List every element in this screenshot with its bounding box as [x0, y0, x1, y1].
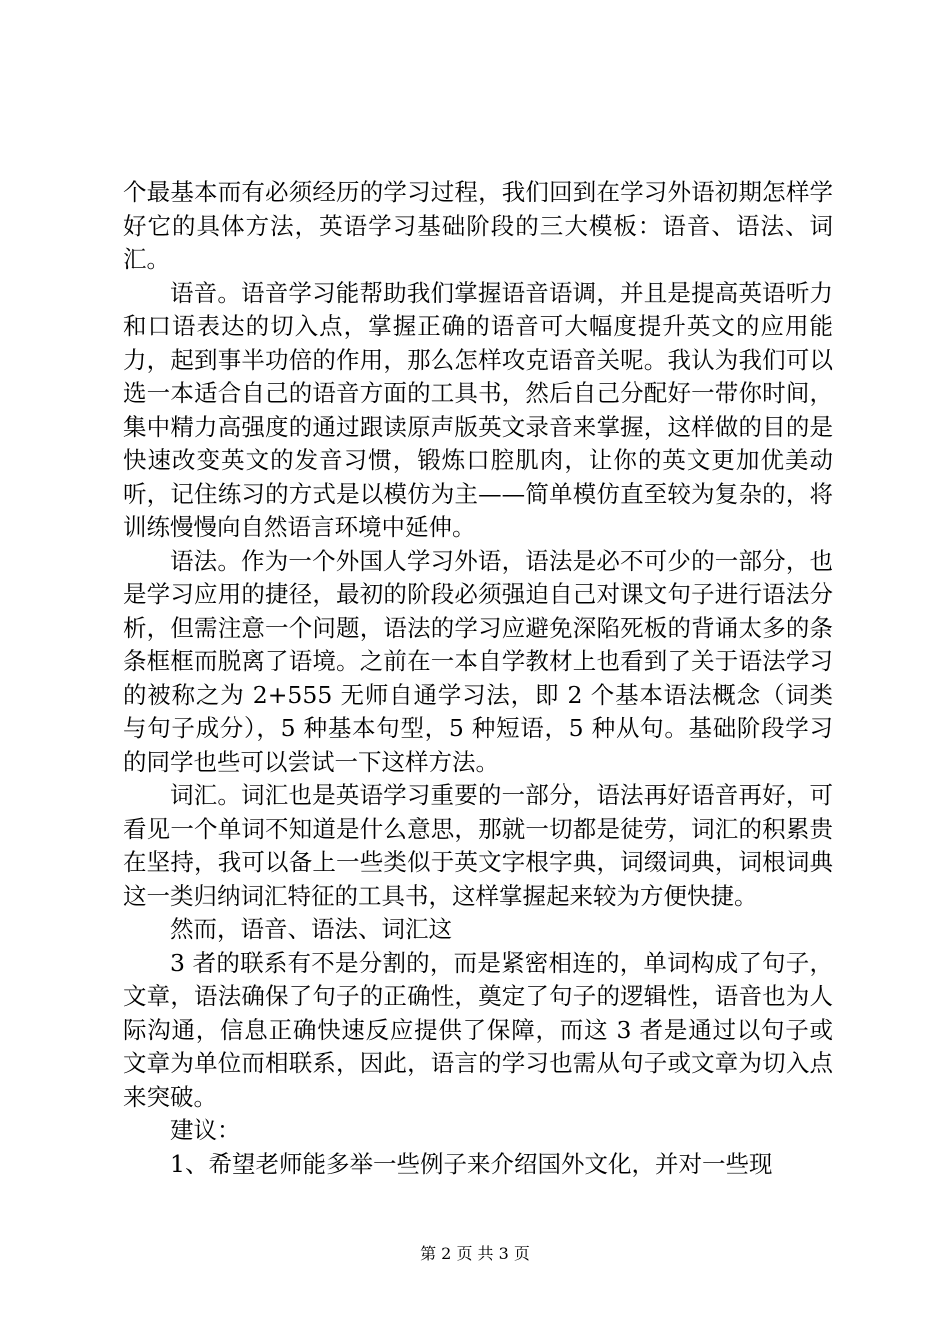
page-number-label: 第 2 页 共 3 页 — [420, 1244, 530, 1263]
page-footer — [0, 1244, 950, 1264]
paragraph-suggestion-1: 1、希望老师能多举一些例子来介绍国外文化，并对一些现 — [170, 1149, 773, 1178]
paragraph-grammar: 语法。作为一个外国人学习外语，语法是必不可少的一部分，也是学习应用的捷径，最初的阶段必须强迫自己对课文句子进行语法分析，但需注意一个问题，语法的学习应避免深陷死板的背诵太多的条条框框而脱离了语境。之前在一本自学教材上也看到了关于语法学习的被称之为 2+555 无师自通学习法，即 2 个基本语法概念（词类与句子成分），5 种基本句型，5 种短语，5 种从句。基础阶段学习的同学也些可以尝试一下这样方法。 — [123, 546, 833, 776]
document-body — [123, 176, 833, 1181]
paragraph-connection: 3 者的联系有不是分割的，而是紧密相连的，单词构成了句子，文章，语法确保了句子的正确性，奠定了句子的逻辑性，语音也为人际沟通，信息正确快速反应提供了保障，而这 3 者是通过以句子或文章为单位而相联系，因此，语言的学习也需从句子或文章为切入点来突破。 — [123, 948, 833, 1111]
paragraph-suggestion-heading: 建议： — [170, 1116, 241, 1144]
paragraph-continuation: 个最基本而有必须经历的学习过程，我们回到在学习外语初期怎样学好它的具体方法，英语学习基础阶段的三大模板：语音、语法、词汇。 — [123, 178, 833, 273]
paragraph-pronunciation: 语音。语音学习能帮助我们掌握语音语调，并且是提高英语听力和口语表达的切入点，掌握正确的语音可大幅度提升英文的应用能力，起到事半功倍的作用，那么怎样攻克语音关呢。我认为我们可以选一本适合自己的语音方面的工具书，然后自己分配好一带你时间，集中精力高强度的通过跟读原声版英文录音来掌握，这样做的目的是快速改变英文的发音习惯，锻炼口腔肌肉，让你的英文更加优美动听，记住练习的方式是以模仿为主——简单模仿直至较为复杂的，将训练慢慢向自然语言环境中延伸。 — [123, 278, 833, 541]
paragraph-however: 然而，语音、语法、词汇这 — [170, 915, 452, 943]
paragraph-vocabulary: 词汇。词汇也是英语学习重要的一部分，语法再好语音再好，可看见一个单词不知道是什么意思，那就一切都是徒劳，词汇的积累贵在坚持，我可以备上一些类似于英文字根字典，词缀词典，词根词典这一类归纳词汇特征的工具书，这样掌握起来较为方便快捷。 — [123, 781, 833, 910]
